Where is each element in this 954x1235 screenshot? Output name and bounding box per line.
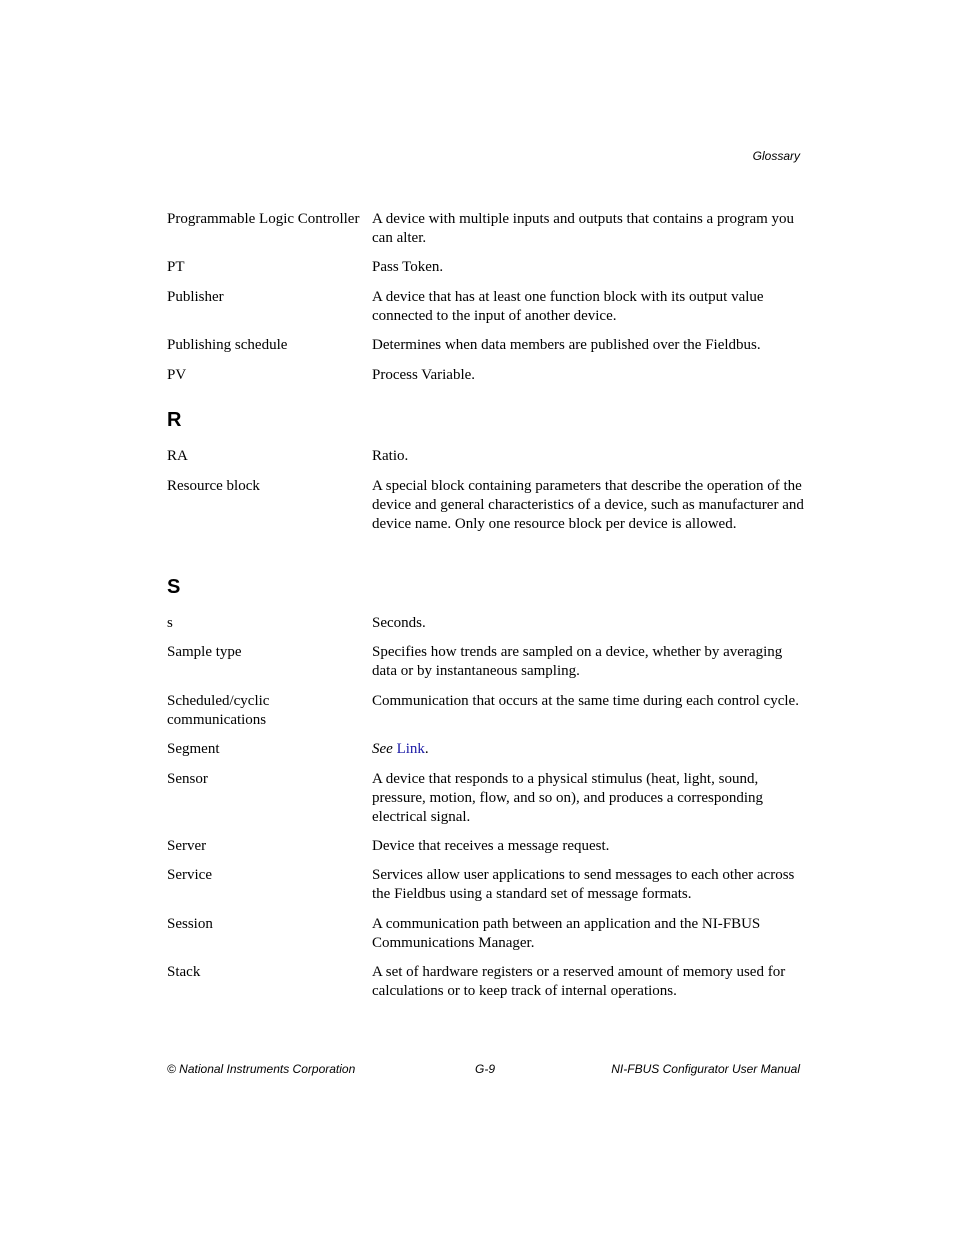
glossary-term: RA xyxy=(167,448,188,464)
see-reference-label: See xyxy=(372,741,393,757)
running-header: Glossary xyxy=(752,149,800,163)
glossary-term: Segment xyxy=(167,741,220,757)
glossary-term: Publishing schedule xyxy=(167,337,288,353)
glossary-definition: Services allow user applications to send messages to each other across the Fieldbus using a standard set of message formats. xyxy=(372,867,795,902)
glossary-term: Stack xyxy=(167,964,201,980)
glossary-term: Publisher xyxy=(167,289,224,305)
glossary-definition: Communication that occurs at the same time during each control cycle. xyxy=(372,693,799,709)
section-heading-r: R xyxy=(167,409,182,431)
glossary-definition: A device that responds to a physical stimulus (heat, light, sound, pressure, motion, flow, and so on), and produces a corresponding electrical signal. xyxy=(372,771,764,825)
glossary-term: PT xyxy=(167,259,185,275)
glossary-term: Programmable Logic Controller xyxy=(167,211,360,227)
glossary-term: Sample type xyxy=(167,644,242,660)
glossary-term: Service xyxy=(167,867,212,883)
page-number: G-9 xyxy=(475,1062,496,1076)
glossary-definition xyxy=(372,740,804,759)
glossary-definition: Specifies how trends are sampled on a device, whether by averaging data or by instantaneous sampling. xyxy=(372,644,783,679)
glossary-definition: A set of hardware registers or a reserved amount of memory used for calculations or to keep track of internal operations. xyxy=(372,964,786,999)
glossary-definition: A device that has at least one function block with its output value connected to the input of another device. xyxy=(372,289,764,324)
glossary-definition: Determines when data members are published over the Fieldbus. xyxy=(372,337,761,353)
glossary-term: Resource block xyxy=(167,478,260,494)
glossary-definition: Pass Token. xyxy=(372,259,444,275)
link-cross-reference[interactable]: Link xyxy=(396,741,425,757)
glossary-term: Session xyxy=(167,916,213,932)
glossary-term: PV xyxy=(167,367,187,383)
glossary-definition: Ratio. xyxy=(372,448,409,464)
glossary-definition: Seconds. xyxy=(372,615,426,631)
section-heading-s: S xyxy=(167,576,181,598)
glossary-definition: A communication path between an application and the NI-FBUS Communications Manager. xyxy=(372,916,761,951)
glossary-definition: A special block containing parameters that describe the operation of the device and general characteristics of a device, such as manufacturer and device name. Only one resource block per device is allowed. xyxy=(372,478,804,532)
glossary-term: Server xyxy=(167,838,207,854)
footer-copyright: © National Instruments Corporation xyxy=(167,1062,356,1076)
reference-suffix: . xyxy=(424,741,429,757)
glossary-definition: Device that receives a message request. xyxy=(372,838,610,854)
glossary-term: s xyxy=(167,615,173,631)
footer-manual-title: NI-FBUS Configurator User Manual xyxy=(611,1062,800,1076)
glossary-term: Scheduled/cyclic communications xyxy=(167,693,270,728)
glossary-term: Sensor xyxy=(167,771,208,787)
glossary-definition: A device with multiple inputs and outputs that contains a program you can alter. xyxy=(372,211,795,246)
glossary-definition: Process Variable. xyxy=(372,367,476,383)
